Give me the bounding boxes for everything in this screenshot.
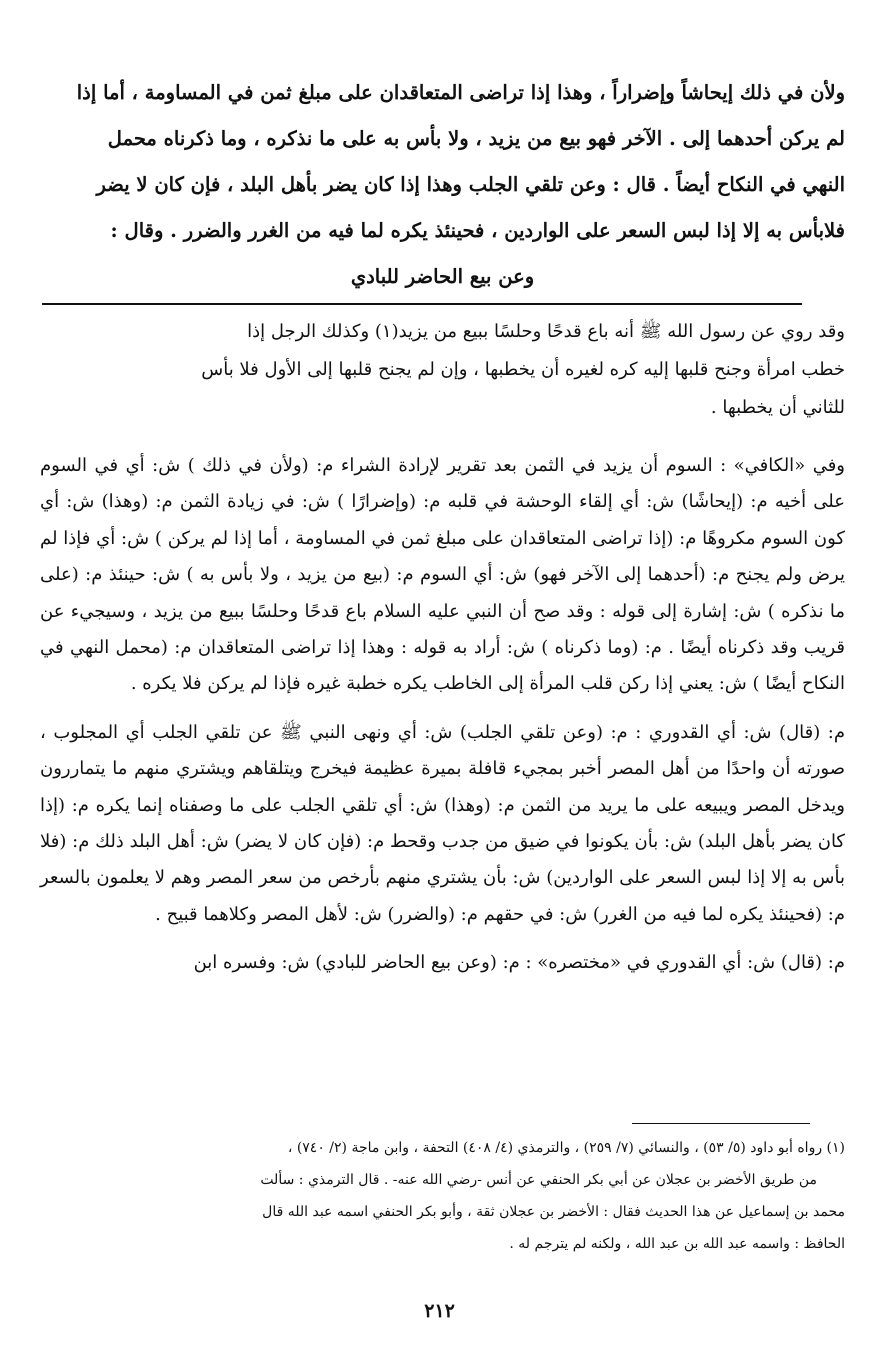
page-number: ٢١٢	[424, 1300, 455, 1322]
section-divider	[42, 303, 802, 305]
matn-line: لم يركن أحدهما إلى . الآخر فهو بيع من يزيد ، ولا بأس به على ما نذكره ، وما ذكرناه محمل	[107, 127, 845, 150]
hadith-line: وقد روي عن رسول الله ﷺ أنه باع قدحًا وحلسًا ببيع من يزيد(١) وكذلك الرجل إذا	[247, 321, 845, 342]
hadith-line: للثاني أن يخطبها .	[710, 397, 845, 418]
footnote-line: من طريق الأخضر بن عجلان عن أبي بكر الحنفي عن أنس -رضي الله عنه- . قال الترمذي : سألت	[260, 1172, 817, 1188]
matn-line: ولأن في ذلك إيحاشاً وإضراراً ، وهذا إذا تراضى المتعاقدان على مبلغ ثمن في المساومة ، أما إذا	[76, 81, 845, 104]
commentary-paragraph: وفي «الكافي» : السوم أن يزيد في الثمن بعد تقرير لإرادة الشراء م: (ولأن في ذلك ) ش: أي في السوم على أخيه م: (إيحاشًا) ش: أي إلقاء الوحشة في قلبه م: (وإضرارًا ) ش: في زيادة الثمن م: (وهذا) ش: أي كون السوم مكروهًا م: (إذا تراضى المتعاقدان على مبلغ ثمن في المساومة ، أما إذا لم يركن ) ش: أي فإذا لم يرض ولم يجنح م: (أحدهما إلى الآخر فهو) ش: أي السوم م: (بيع من يزيد ، ولا بأس به ) ش: حينئذ م: (على ما نذكره ) ش: إشارة إلى قوله : وقد صح أن النبي عليه السلام باع قدحًا وحلسًا ببيع من يزيد ، وسيجيء عن قريب وقد ذكرناه أيضًا . م: (وما ذكرناه ) ش: أراد به قوله : وهذا إذا تراضى المتعاقدان م: (محمل النهي في النكاح أيضًا ) ش: يعني إذا ركن قلب المرأة إلى الخاطب يكره خطبة غيره فإذا لم يركن فلا يكره .	[40, 455, 845, 695]
matn-line: فلابأس به إلا إذا لبس السعر على الواردين ، فحينئذ يكره لما فيه من الغرر والضرر . وقال :	[110, 219, 845, 242]
footnote	[40, 1132, 845, 1260]
commentary-paragraph: م: (قال) ش: أي القدوري : م: (وعن تلقي الجلب) ش: أي ونهى النبي ﷺ عن تلقي الجلب أي المجلوب ، صورته أن واحدًا من أهل المصر أخبر بمجيء قافلة بميرة عظيمة فيخرج ويتلقاهم ويشتري منهم ما يتماررون ويدخل المصر ويبيعه على ما يريد من الثمن م: (وهذا) ش: أي تلقي الجلب على ما وصفناه إنما يكره م: (إذا كان يضر بأهل البلد) ش: بأن يكونوا في ضيق من جدب وقحط م: (فإن كان لا يضر) ش: أهل البلد ذلك م: (فلا بأس به إلا إذا لبس السعر على الواردين) ش: بأن يشتري منهم بأرخص من سعر المصر وهم لا يعلمون بالسعر م: (فحينئذ يكره لما فيه من الغرر) ش: في حقهم م: (والضرر) ش: لأهل المصر وكلاهما قبيح .	[40, 721, 845, 925]
hadith-line: خطب امرأة وجنح قلبها إليه كره لغيره أن يخطبها ، وإن لم يجنح قلبها إلى الأول فلا بأس	[201, 359, 845, 380]
matn-last-line: وعن بيع الحاضر للبادي	[350, 265, 535, 288]
commentary-sharh	[40, 448, 845, 994]
footnote-line: الحافظ : واسمه عبد الله بن عبد الله ، ولكنه لم يترجم له .	[509, 1236, 845, 1252]
footnote-divider	[632, 1123, 810, 1124]
footnote-line: (١) رواه أبو داود (٥/ ٥٣) ، والنسائي (٧/ ٢٥٩) ، والترمذي (٤/ ٤٠٨) التحفة ، وابن ماجة (٢/ ٧٤٠) ،	[287, 1140, 845, 1156]
footnote-line: محمد بن إسماعيل عن هذا الحديث فقال : الأخضر بن عجلان ثقة ، وأبو بكر الحنفي اسمه عبد الله قال	[262, 1204, 845, 1220]
hadith-text	[40, 313, 845, 427]
matn-line: النهي في النكاح أيضاً . قال : وعن تلقي الجلب وهذا إذا كان يضر بأهل البلد ، فإن كان لا يضر	[96, 173, 845, 196]
commentary-paragraph: م: (قال) ش: أي القدوري في «مختصره» : م: (وعن بيع الحاضر للبادي) ش: وفسره ابن	[193, 952, 845, 974]
main-text-matn	[40, 70, 845, 300]
